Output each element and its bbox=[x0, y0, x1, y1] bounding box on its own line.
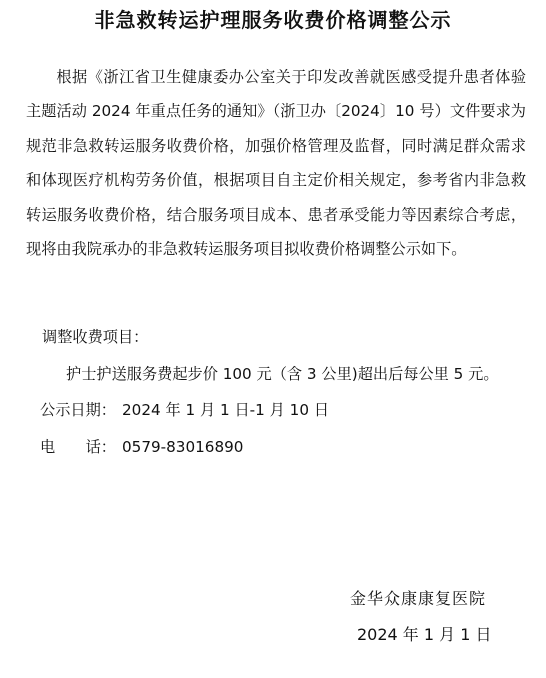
phone-row bbox=[40, 435, 243, 459]
notice-body-paragraph: 根据《浙江省卫生健康委办公室关于印发改善就医感受提升患者体验主题活动 2024 年重点任务的通知》（浙卫办〔2024〕10 号）文件要求为规范非急救转运服务收费价格，加强价格管理及监督，同时满足群众需求和体现医疗机构劳务价值，根据项目自主定价相关规定，参考省内非急救转运服务收费价格，结合服务项目成本、患者承受能力等因素综合考虑，现将由我院承办的非急救转运服务项目拟收费价格调整公示如下。 bbox=[26, 68, 526, 259]
notice-title: 非急救转运护理服务收费价格调整公示 bbox=[94, 8, 452, 32]
adjustment-items-heading: 调整收费项目： bbox=[42, 328, 149, 346]
publicity-date-row bbox=[40, 398, 329, 422]
publicity-date-value: 2024 年 1 月 1 日-1 月 10 日 bbox=[122, 401, 330, 419]
signature-organization: 金华众康康复医院 bbox=[350, 589, 487, 608]
phone-value: 0579-83016890 bbox=[122, 438, 244, 456]
fee-item-nurse-escort: 护士护送服务费起步价 100 元（含 3 公里)超出后每公里 5 元。 bbox=[66, 365, 499, 383]
publicity-date-label: 公示日期： bbox=[40, 401, 116, 419]
phone-label: 电 话： bbox=[40, 438, 116, 456]
signature-date: 2024 年 1 月 1 日 bbox=[357, 625, 492, 644]
